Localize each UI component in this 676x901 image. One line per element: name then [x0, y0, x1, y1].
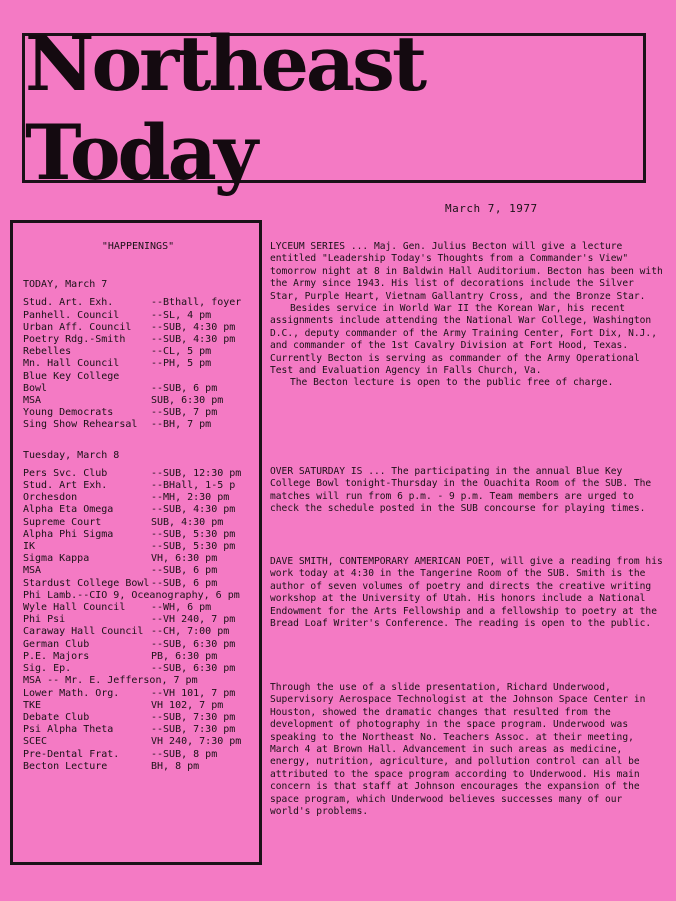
event-name: Alpha Phi Sigma — [23, 528, 114, 540]
event-row — [23, 749, 253, 761]
event-row — [23, 651, 253, 663]
event-row — [23, 480, 253, 492]
issue-date: March 7, 1977 — [445, 202, 538, 215]
event-row — [23, 639, 253, 651]
event-name: Wyle Hall Council — [23, 602, 126, 614]
event-row — [23, 297, 253, 309]
event-name: German Club — [23, 638, 90, 650]
event-name: MSA — [23, 565, 42, 577]
newsletter-title: Northeast Today — [25, 19, 425, 197]
lyceum-article — [270, 241, 666, 390]
event-name: TKE — [23, 699, 42, 711]
event-name: MSA — [23, 395, 42, 407]
event-when: --CL, 5 pm — [151, 346, 212, 358]
happenings-sidebar — [10, 220, 262, 865]
event-when: --SUB, 12:30 pm — [151, 467, 242, 479]
event-row — [23, 688, 253, 700]
event-row — [23, 371, 253, 383]
event-row — [23, 419, 253, 431]
event-row — [23, 492, 253, 504]
event-name: Blue Key College — [23, 370, 120, 382]
event-when: VH 240, 7:30 pm — [151, 736, 242, 748]
event-when: --Bthall, foyer — [151, 297, 242, 309]
event-row — [23, 736, 253, 748]
event-row — [23, 761, 253, 773]
event-row — [23, 529, 253, 541]
event-when: --PH, 5 pm — [151, 358, 212, 370]
event-row — [23, 614, 253, 626]
event-when: --BH, 7 pm — [151, 419, 212, 431]
event-when: --BHall, 1-5 p — [151, 480, 236, 492]
event-row — [23, 590, 253, 602]
lyceum-paragraph-2: Besides service in World War II the Korean War, his recent assignments include attending the National War College, Washington D.C., deputy commander of the Army Training Center, Fort Dix, N.J., and commander of the 1st Cavalry Division at Fort Hood, Texas. Currently Becton is serving as commander of the Army Operational Test and Evaluation Agency in Falls Church, Va. — [270, 303, 657, 377]
event-name: Pre-Dental Frat. — [23, 748, 120, 760]
event-row — [23, 346, 253, 358]
happenings-heading: "HAPPENINGS" — [101, 241, 175, 252]
event-row — [23, 578, 253, 590]
event-when: --VH 101, 7 pm — [151, 687, 236, 699]
college-bowl-article: OVER SATURDAY IS ... The participating in the annual Blue Key College Bowl tonight-Thursday in the Ouachita Room of the SUB. The matches will run from 6 p.m. - 9 p.m. Team members are urged to check the schedule posted in the SUB concourse for playing times. — [270, 466, 652, 515]
event-when: --SUB, 6 pm — [151, 565, 218, 577]
space-program-article: Through the use of a slide presentation, Richard Underwood, Supervisory Aerospace Technologist at the Johnson Space Center in Houston, showed the dramatic changes that resulted from the development of photography in the space program. Underwood was speaking to the Northeast No. Teachers Assoc. at their meeting, March 4 at Brown Hall. Advancement in such areas as medicine, energy, nutrition, agriculture, and pollution control can all be attributed to the space program according to Underwood. His main concern is that staff at Johnson encourages the expansion of the space program, which Underwood believes successes many of our world's problems. — [270, 682, 646, 818]
event-name: Supreme Court — [23, 516, 102, 528]
tuesday-label: Tuesday, March 8 — [23, 449, 120, 461]
event-name: Stud. Art. Exh. — [23, 297, 114, 309]
event-name: Urban Aff. Council — [23, 321, 132, 333]
event-name: Debate Club — [23, 711, 90, 723]
event-when: --SUB, 7:30 pm — [151, 724, 236, 736]
event-name: Sigma Kappa — [23, 553, 90, 565]
event-name: Stud. Art Exh. — [23, 480, 108, 492]
event-when: VH, 6:30 pm — [151, 553, 218, 565]
event-name: Bowl — [23, 382, 48, 394]
event-name: Psi Alpha Theta — [23, 724, 114, 736]
event-name: Rebelles — [23, 346, 72, 358]
event-name: Phi Psi — [23, 614, 66, 626]
event-when: --VH 240, 7 pm — [151, 614, 236, 626]
event-when: --SUB, 4:30 pm — [151, 504, 236, 516]
event-row — [23, 700, 253, 712]
event-row — [23, 407, 253, 419]
event-when: SUB, 4:30 pm — [151, 516, 224, 528]
event-row — [23, 310, 253, 322]
event-when: --WH, 6 pm — [151, 602, 212, 614]
event-name: Lower Math. Org. — [23, 687, 120, 699]
event-when: --SUB, 5:30 pm — [151, 528, 236, 540]
event-when: --SL, 4 pm — [151, 309, 212, 321]
today-label: TODAY, March 7 — [23, 279, 108, 291]
event-row — [23, 724, 253, 736]
event-name: Panhell. Council — [23, 309, 120, 321]
event-name: SCEC — [23, 736, 48, 748]
poet-reading-article: DAVE SMITH, CONTEMPORARY AMERICAN POET, will give a reading from his work today at 4:30 in the Tangerine Room of the SUB. Smith is the author of seven volumes of poetry and directs the creative writing workshop at the University of Utah. His honors include a National Endowment for the Arts Fellowship and a fellowship to poetry at the Bread Loaf Writer's Conference. The reading is open to the public. — [270, 556, 663, 630]
masthead — [22, 19, 646, 197]
event-name: IK — [23, 541, 36, 553]
event-when: --SUB, 5:30 pm — [151, 541, 236, 553]
event-name: Pers Svc. Club — [23, 467, 108, 479]
event-when: --SUB, 4:30 pm — [151, 321, 236, 333]
event-row — [23, 626, 253, 638]
event-when: BH, 8 pm — [151, 760, 200, 772]
event-name: Poetry Rdg.-Smith — [23, 334, 126, 346]
event-row — [23, 383, 253, 395]
event-name: Sig. Ep. — [23, 663, 72, 675]
event-when: PB, 6:30 pm — [151, 650, 218, 662]
event-full: MSA -- Mr. E. Jefferson, 7 pm — [23, 675, 198, 687]
event-name: Young Democrats — [23, 407, 114, 419]
event-row — [23, 663, 253, 675]
event-when: VH 102, 7 pm — [151, 699, 224, 711]
event-name: Stardust College Bowl — [23, 577, 150, 589]
lyceum-paragraph-3: The Becton lecture is open to the public free of charge. — [290, 377, 614, 389]
event-row — [23, 395, 253, 407]
event-row — [23, 517, 253, 529]
event-when: --SUB, 6 pm — [151, 382, 218, 394]
event-name: Alpha Eta Omega — [23, 504, 114, 516]
event-when: --SUB, 6 pm — [151, 577, 218, 589]
event-when: --SUB, 6:30 pm — [151, 663, 236, 675]
event-when: --MH, 2:30 pm — [151, 492, 230, 504]
event-when: SUB, 6:30 pm — [151, 395, 224, 407]
event-row — [23, 712, 253, 724]
event-name: P.E. Majors — [23, 650, 90, 662]
event-row — [23, 358, 253, 370]
event-when: --SUB, 7:30 pm — [151, 711, 236, 723]
event-when: --SUB, 8 pm — [151, 748, 218, 760]
event-when: --SUB, 7 pm — [151, 407, 218, 419]
event-name: Sing Show Rehearsal — [23, 419, 138, 431]
event-row — [23, 675, 253, 687]
event-row — [23, 334, 253, 346]
event-row — [23, 602, 253, 614]
event-row — [23, 541, 253, 553]
event-row — [23, 504, 253, 516]
event-name: Mn. Hall Council — [23, 358, 120, 370]
event-when: --CH, 7:00 pm — [151, 626, 230, 638]
event-row — [23, 565, 253, 577]
event-full: Phi Lamb.--CIO 9, Oceanography, 6 pm — [23, 589, 240, 601]
event-when: --SUB, 6:30 pm — [151, 638, 236, 650]
event-when — [151, 371, 253, 383]
today-list — [23, 297, 253, 431]
event-when: --SUB, 4:30 pm — [151, 334, 236, 346]
tuesday-list — [23, 468, 253, 773]
event-name: Orchesdon — [23, 492, 78, 504]
event-row — [23, 553, 253, 565]
event-name: Becton Lecture — [23, 760, 108, 772]
event-name: Caraway Hall Council — [23, 626, 144, 638]
event-row — [23, 468, 253, 480]
event-row — [23, 322, 253, 334]
lyceum-paragraph-1: LYCEUM SERIES ... Maj. Gen. Julius Becton will give a lecture entitled "Leadership Today's Thoughts from a Commander's View" tomorrow night at 8 in Baldwin Hall Auditorium. Becton has been with the Army since 1943. His list of decorations include the Silver Star, Purple Heart, Vietnam Gallantry Cross, and the Bronze Star. — [270, 241, 663, 302]
